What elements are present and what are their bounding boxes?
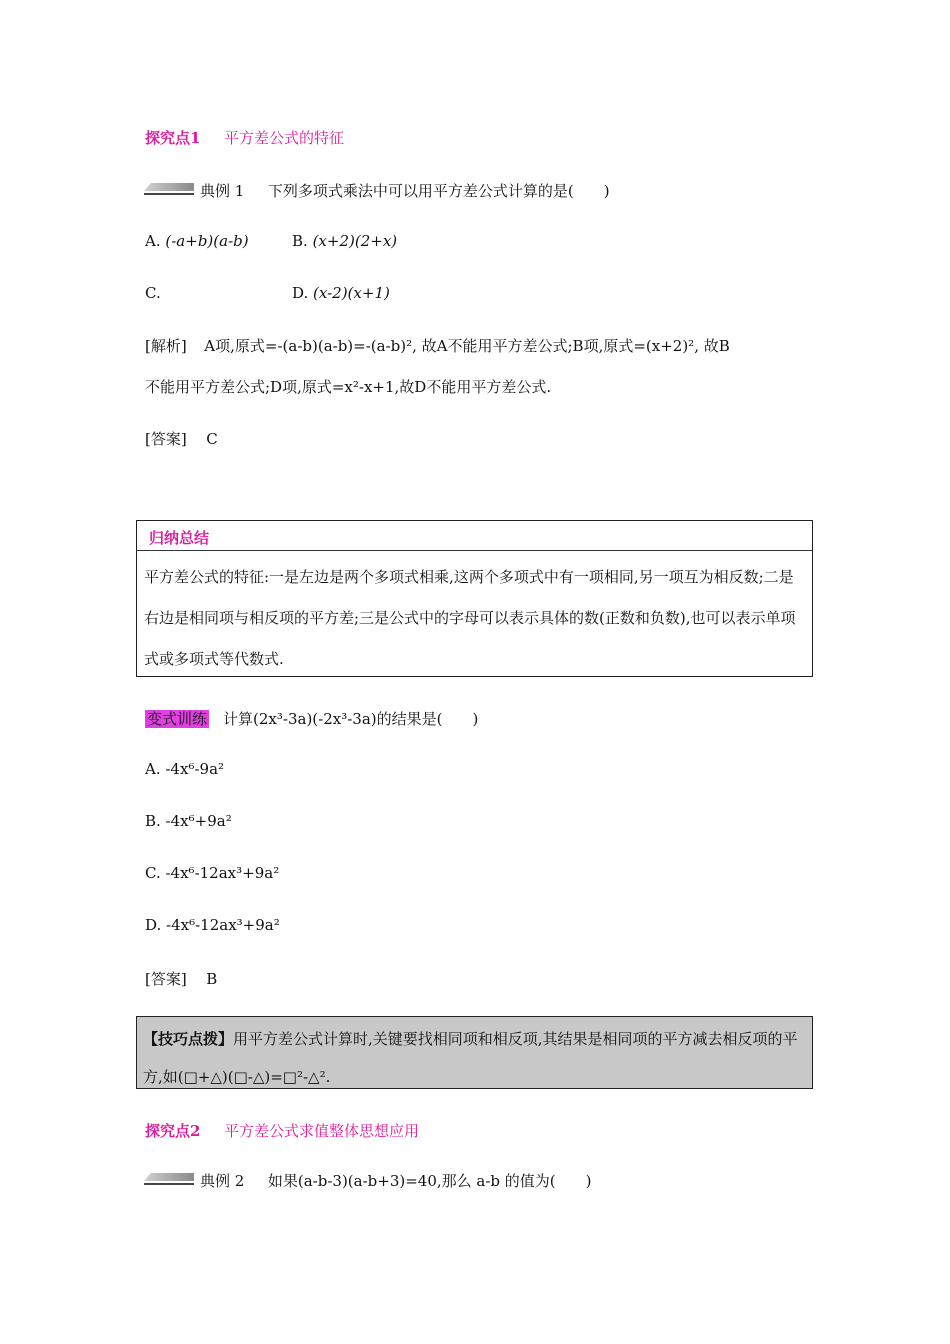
answer-label: [答案] (145, 430, 187, 448)
summary-body: 平方差公式的特征:一是左边是两个多项式相乘,这两个多项式中有一项相同,另一项互为相反数;二是右边是相同项与相反项的平方差;三是公式中的字母可以表示具体的数(正数和负数),也可以表示单项式或多项式等代数式. (144, 568, 796, 668)
example-2-question (144, 1170, 592, 1191)
option-c-label: C. (145, 284, 161, 302)
section-2-label: 探究点2 (145, 1122, 201, 1140)
variant-text: 计算(2x³-3a)(-2x³-3a)的结果是( ) (223, 710, 479, 728)
tip-content (137, 1017, 812, 1096)
example-tab-icon (144, 1173, 194, 1187)
analysis-text-1: A项,原式=-(a-b)(a-b)=-(a-b)², 故A不能用平方差公式;B项,原式=(x+2)², 故B (204, 337, 730, 355)
variant-option-b: B. -4x⁶+9a² (145, 812, 232, 830)
section-1-heading (145, 127, 344, 148)
option-b (292, 232, 397, 250)
section-1-title: 平方差公式的特征 (224, 129, 345, 147)
example-tab-icon (144, 183, 194, 197)
variant-answer-value: B (206, 970, 218, 988)
analysis-line-1 (145, 335, 730, 356)
variant-option-c: C. -4x⁶-12ax³+9a² (145, 864, 280, 882)
variant-badge: 变式训练 (147, 710, 208, 728)
variant-answer (145, 968, 217, 989)
option-d (292, 284, 390, 302)
option-c (145, 284, 161, 302)
example-1-text: 下列多项式乘法中可以用平方差公式计算的是( ) (267, 182, 610, 200)
summary-title: 归纳总结 (137, 521, 812, 551)
tip-body: 用平方差公式计算时,关键要找相同项和相反项,其结果是相同项的平方减去相反项的平方,如(□+△)(□-△)=□²-△². (143, 1030, 798, 1086)
option-d-text: (x-2)(x+1) (313, 284, 390, 302)
tip-label: 【技巧点拨】 (143, 1030, 234, 1048)
section-2-heading (145, 1120, 419, 1141)
option-b-label: B. (292, 232, 308, 250)
variant-question (145, 708, 478, 729)
analysis-label: [解析] (145, 337, 187, 355)
analysis-text-2: 不能用平方差公式;D项,原式=x²-x+1,故D不能用平方差公式. (145, 378, 552, 396)
variant-option-d: D. -4x⁶-12ax³+9a² (145, 916, 280, 934)
tip-box (136, 1016, 813, 1089)
example-1-label: 典例 1 (200, 182, 245, 200)
example-1-question (144, 180, 610, 201)
summary-box (136, 520, 813, 677)
section-2-title: 平方差公式求值整体思想应用 (224, 1122, 420, 1140)
variant-answer-label: [答案] (145, 970, 187, 988)
option-a (145, 232, 249, 250)
variant-option-a: A. -4x⁶-9a² (145, 760, 225, 778)
example-2-text: 如果(a-b-3)(a-b+3)=40,那么 a-b 的值为( ) (267, 1172, 592, 1190)
analysis-line-2 (145, 376, 551, 397)
section-1-label: 探究点1 (145, 129, 201, 147)
option-a-label: A. (145, 232, 161, 250)
example-2-label: 典例 2 (200, 1172, 245, 1190)
example-1-answer (145, 428, 218, 449)
answer-value: C (206, 430, 218, 448)
option-b-text: (x+2)(2+x) (312, 232, 398, 250)
option-a-text: (-a+b)(a-b) (165, 232, 249, 250)
option-d-label: D. (292, 284, 309, 302)
